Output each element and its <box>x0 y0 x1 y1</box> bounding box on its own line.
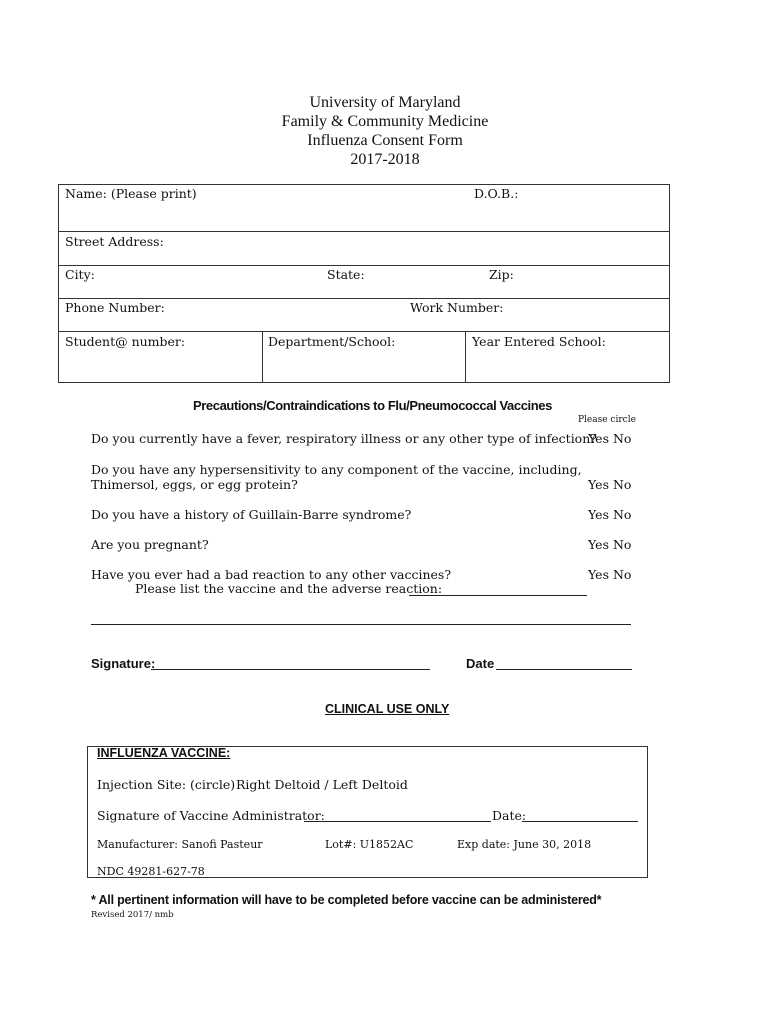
yes-no-options[interactable]: Yes No <box>588 431 632 446</box>
question-guillain-barre: Do you have a history of Guillain-Barre syndrome? <box>91 507 412 522</box>
table-border-left <box>58 184 59 382</box>
question-fever: Do you currently have a fever, respiratory illness or any other type of infection? <box>91 431 597 446</box>
yes-no-options[interactable]: Yes No <box>588 477 632 492</box>
city-field[interactable]: City: <box>65 267 95 282</box>
ndc-text: NDC 49281-627-78 <box>97 865 205 878</box>
adverse-reaction-line-2[interactable] <box>91 624 631 625</box>
zip-field[interactable]: Zip: <box>489 267 514 282</box>
injection-site-options[interactable]: Right Deltoid / Left Deltoid <box>236 777 408 792</box>
adverse-reaction-line[interactable] <box>409 595 587 596</box>
administrator-signature-label: Signature of Vaccine Administrator: <box>97 808 325 823</box>
yes-no-options[interactable]: Yes No <box>588 567 632 582</box>
manufacturer-text: Manufacturer: Sanofi Pasteur <box>97 838 263 851</box>
signature-label: Signature: <box>91 656 156 671</box>
header-department: Family & Community Medicine <box>281 113 489 130</box>
revision-note: Revised 2017/ nmb <box>91 910 174 920</box>
expiration-date-text: Exp date: June 30, 2018 <box>457 838 592 851</box>
table-divider <box>58 231 670 232</box>
date-line[interactable] <box>496 669 632 670</box>
table-divider <box>262 331 263 382</box>
header-form-title: Influenza Consent Form <box>307 132 463 149</box>
phone-number-field[interactable]: Phone Number: <box>65 300 165 315</box>
table-border-bottom <box>58 382 670 383</box>
lot-number-text: Lot#: U1852AC <box>325 838 414 851</box>
header-institution: University of Maryland <box>309 94 461 111</box>
administration-date-line[interactable] <box>522 821 638 822</box>
department-school-field[interactable]: Department/School: <box>268 334 396 349</box>
question-bad-reaction: Have you ever had a bad reaction to any other vaccines? <box>91 567 452 582</box>
table-divider <box>58 331 670 332</box>
table-divider <box>58 298 670 299</box>
name-field[interactable]: Name: (Please print) <box>65 186 197 201</box>
table-border-right <box>669 184 670 382</box>
question-pregnant: Are you pregnant? <box>91 537 209 552</box>
administrator-signature-line[interactable] <box>304 821 491 822</box>
table-divider <box>58 265 670 266</box>
table-border-top <box>58 184 670 185</box>
influenza-vaccine-title: INFLUENZA VACCINE: <box>97 746 231 760</box>
student-number-field[interactable]: Student@ number: <box>65 334 186 349</box>
adverse-reaction-prompt: Please list the vaccine and the adverse reaction: <box>135 581 443 596</box>
question-hypersensitivity: Do you have any hypersensitivity to any component of the vaccine, including, <box>91 462 582 477</box>
table-divider <box>465 331 466 382</box>
state-field[interactable]: State: <box>327 267 365 282</box>
clinical-use-heading: CLINICAL USE ONLY <box>325 702 450 716</box>
date-label: Date <box>466 656 495 671</box>
precautions-title: Precautions/Contraindications to Flu/Pneumococcal Vaccines <box>193 398 552 413</box>
header-year: 2017-2018 <box>350 151 420 168</box>
yes-no-options[interactable]: Yes No <box>588 537 632 552</box>
year-entered-school-field[interactable]: Year Entered School: <box>472 334 606 349</box>
question-hypersensitivity-cont: Thimersol, eggs, or egg protein? <box>91 477 298 492</box>
please-circle-label: Please circle <box>578 415 636 425</box>
yes-no-options[interactable]: Yes No <box>588 507 632 522</box>
work-number-field[interactable]: Work Number: <box>410 300 504 315</box>
street-address-field[interactable]: Street Address: <box>65 234 164 249</box>
administration-date-label: Date: <box>492 808 527 823</box>
completion-note: * All pertinent information will have to be completed before vaccine can be administered* <box>91 893 602 907</box>
dob-field[interactable]: D.O.B.: <box>474 186 519 201</box>
injection-site-label: Injection Site: (circle) <box>97 777 236 792</box>
signature-line[interactable] <box>151 669 430 670</box>
